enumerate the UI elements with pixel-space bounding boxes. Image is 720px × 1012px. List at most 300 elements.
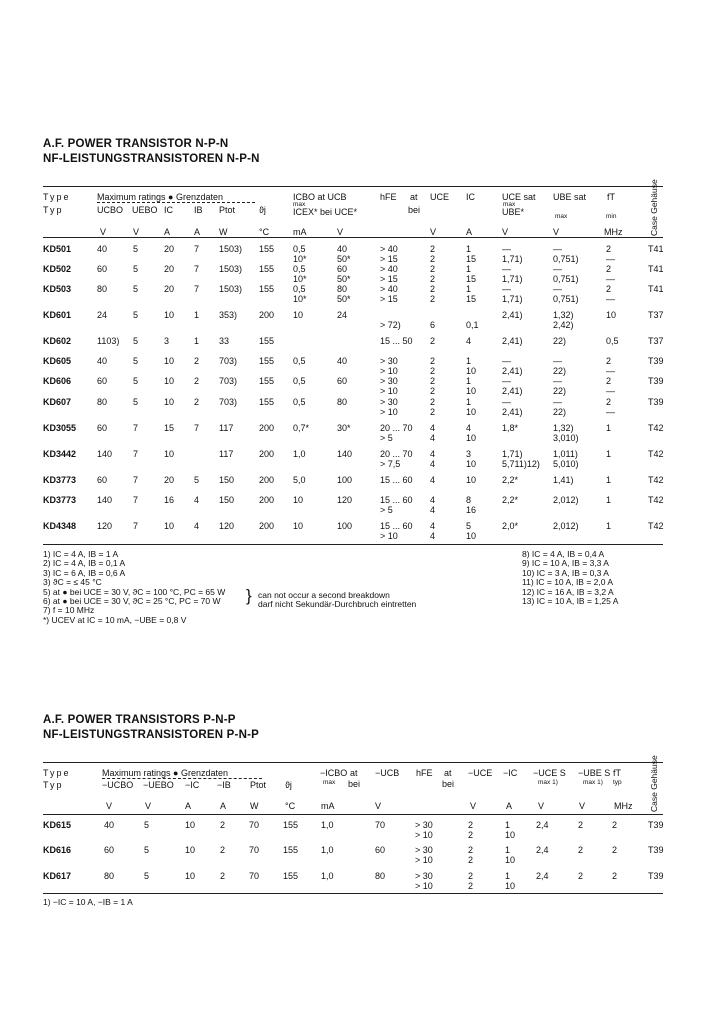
npn-case: T41: [648, 284, 664, 294]
pnp-ucbo: 60: [104, 845, 115, 855]
npn-ucb: 50*: [337, 293, 351, 304]
pnp-ic2: 10: [505, 854, 516, 865]
pnp-ic2: 10: [505, 880, 516, 891]
npn-ptot: 1503): [219, 284, 243, 294]
pnp-uce: 2: [468, 845, 474, 855]
pnp-header-tj: ϑj: [285, 780, 292, 790]
npn-unit: °C: [259, 227, 270, 237]
npn-header-hfe-bei: bei: [408, 205, 421, 215]
npn-ubesat: 3,010): [553, 432, 579, 443]
npn-header-max-ratings: Maximum ratings ● Grenzdaten: [97, 192, 223, 202]
pnp-type: KD617: [43, 871, 72, 881]
npn-unit: MHz: [604, 227, 623, 237]
pnp-unit: V: [145, 801, 152, 811]
npn-hfe: 15 ... 60: [380, 475, 413, 485]
npn-ic: 10: [164, 376, 175, 386]
pnp-header-ic2: −IC: [503, 768, 518, 778]
npn-unit: A: [194, 227, 201, 237]
npn-note: 13) IC = 10 A, IB = 1,25 A: [522, 596, 619, 606]
npn-uebo: 5: [133, 310, 139, 320]
pnp-unit: A: [185, 801, 192, 811]
npn-ft: 0,5: [606, 336, 619, 346]
npn-ptot: 33: [219, 336, 230, 346]
npn-ucesat: —: [502, 356, 511, 366]
npn-unit: V: [553, 227, 560, 237]
npn-ubesat: 2,012): [553, 495, 579, 505]
npn-ic: 20: [164, 244, 175, 254]
npn-tj: 200: [259, 521, 275, 531]
npn-ic2: 15: [466, 293, 477, 304]
npn-ft: 10: [606, 310, 617, 320]
npn-ubesat: 2,42): [553, 319, 574, 330]
npn-header-ic2: IC: [466, 192, 475, 202]
npn-uce: 2: [430, 284, 436, 294]
npn-ucb: 40: [337, 244, 348, 254]
npn-type: KD602: [43, 336, 72, 346]
npn-type: KD3773: [43, 475, 77, 485]
npn-ucbo: 60: [97, 423, 108, 433]
pnp-header-uebo: −UEBO: [143, 780, 174, 790]
npn-ubesat: 1,32): [553, 310, 574, 320]
npn-ic2: 10: [466, 365, 477, 376]
npn-ptot: 1503): [219, 264, 243, 274]
npn-ib: 2: [194, 376, 200, 386]
npn-ic2: 10: [466, 385, 477, 396]
pnp-ubesat: 2: [578, 845, 584, 855]
npn-ic2: 10: [466, 432, 477, 443]
npn-header-ucbo: UCBO: [97, 205, 124, 215]
npn-ucesat: 1,71): [502, 253, 523, 264]
npn-uce: 2: [430, 406, 436, 417]
npn-ucb: 100: [337, 475, 353, 485]
npn-ucesat: 1,71): [502, 273, 523, 284]
npn-ucb: 50*: [337, 273, 351, 284]
npn-type: KD503: [43, 284, 72, 294]
npn-ubesat: 0,751): [553, 273, 579, 284]
npn-header-ucesat-max: max: [503, 201, 516, 208]
npn-header-ib: IB: [194, 205, 203, 215]
npn-ptot: 117: [219, 423, 234, 433]
npn-ptot: 120: [219, 521, 235, 531]
npn-ucesat: —: [502, 376, 511, 386]
npn-hfe: 15 ... 60: [380, 521, 413, 531]
npn-ucbo: 40: [97, 356, 108, 366]
pnp-ucesat: 2,4: [536, 820, 549, 830]
npn-unit: V: [337, 227, 344, 237]
npn-uce: 2: [430, 397, 436, 407]
npn-icbo: 10*: [293, 253, 307, 264]
npn-ft: 2: [606, 376, 612, 386]
npn-header-hfe: hFE: [380, 192, 397, 202]
npn-ptot: 150: [219, 475, 235, 485]
npn-ptot: 117: [219, 449, 234, 459]
npn-header-type-de: Typ: [43, 205, 64, 215]
pnp-uce: 2: [468, 871, 474, 881]
npn-ic: 20: [164, 284, 175, 294]
npn-hfe: 15 ... 50: [380, 336, 413, 346]
npn-ft: 2: [606, 356, 612, 366]
npn-ft: 1: [606, 423, 612, 433]
npn-ft: 2: [606, 244, 612, 254]
npn-hfe: 20 ... 70: [380, 449, 413, 459]
npn-unit: W: [219, 227, 228, 237]
npn-tj: 200: [259, 310, 275, 320]
npn-note: 7) f = 10 MHz: [43, 605, 95, 616]
pnp-ib: 2: [220, 845, 226, 855]
npn-ubesat: 22): [553, 365, 567, 376]
npn-ucesat: 1,71): [502, 449, 523, 459]
npn-header-uebo: UEBO: [132, 205, 158, 215]
pnp-uce: 2: [468, 880, 474, 891]
npn-ucesat: —: [502, 264, 511, 274]
npn-ic2: 15: [466, 253, 477, 264]
pnp-ic: 10: [185, 871, 196, 881]
npn-note: 1) IC = 4 A, IB = 1 A: [43, 549, 119, 559]
npn-ubesat: 22): [553, 406, 567, 417]
pnp-uebo: 5: [144, 871, 150, 881]
npn-tj: 155: [259, 264, 275, 274]
npn-icbo: 0,5: [293, 376, 306, 386]
pnp-ib: 2: [220, 871, 226, 881]
npn-ib: 5: [194, 475, 200, 485]
pnp-hfe: > 30: [415, 871, 433, 881]
npn-note: 8) IC = 4 A, IB = 0,4 A: [522, 549, 605, 559]
npn-ubesat: 0,751): [553, 253, 579, 264]
pnp-hfe: > 30: [415, 845, 433, 855]
npn-type: KD3773: [43, 495, 77, 505]
npn-note: 2) IC = 4 A, IB = 0,1 A: [43, 558, 126, 569]
pnp-header-max-ratings: Maximum ratings ● Grenzdaten: [102, 768, 228, 778]
npn-uce: 4: [430, 432, 436, 443]
npn-header-icbo-line2: ICEX* bei UCE*: [293, 207, 358, 217]
npn-ucb: 40: [337, 356, 348, 366]
npn-ucesat: 5,711)12): [502, 458, 540, 469]
npn-ubesat: 2,012): [553, 521, 579, 531]
npn-icbo: 0,5: [293, 244, 306, 254]
npn-uebo: 7: [133, 495, 139, 505]
npn-uce: 2: [430, 244, 436, 254]
pnp-ft: 2: [612, 845, 618, 855]
npn-uce: 2: [430, 376, 436, 386]
pnp-ucesat: 2,4: [536, 871, 549, 881]
npn-type: KD3055: [43, 423, 77, 433]
npn-case: T37: [648, 336, 664, 346]
pnp-hfe: > 10: [415, 880, 433, 891]
npn-top-rule: [43, 186, 663, 187]
npn-ucb: 140: [337, 449, 353, 459]
npn-ucb: 30*: [337, 423, 351, 433]
npn-note: 6) at ● bei UCE = 30 V, ϑC = 25 °C, PC = 70 W: [43, 596, 221, 606]
pnp-ft: 2: [612, 871, 618, 881]
npn-ft: 2: [606, 264, 612, 274]
pnp-header-ucesat-max: max 1): [538, 779, 558, 786]
pnp-unit: A: [506, 801, 513, 811]
npn-tj: 155: [259, 397, 275, 407]
npn-header-tj: ϑj: [259, 205, 266, 215]
npn-uce: 6: [430, 319, 436, 330]
npn-ucesat: 2,41): [502, 310, 523, 320]
npn-ic2: 1: [466, 284, 472, 294]
npn-unit: mA: [293, 227, 307, 237]
npn-uce: 4: [430, 530, 436, 541]
npn-ucb: 60: [337, 264, 348, 274]
npn-ft: 2: [606, 284, 612, 294]
npn-icbo: 0,7*: [293, 423, 310, 433]
npn-case: T39: [648, 397, 664, 407]
pnp-ucb: 80: [375, 871, 386, 881]
npn-hfe: > 40: [380, 284, 398, 294]
pnp-unit: mA: [321, 801, 335, 811]
npn-ic2: 1: [466, 397, 472, 407]
npn-uce: 2: [430, 365, 436, 376]
pnp-title-de: NF-LEISTUNGSTRANSISTOREN P-N-P: [43, 729, 259, 741]
npn-case: T41: [648, 244, 664, 254]
npn-ic2: 4: [466, 423, 472, 433]
npn-tj: 200: [259, 423, 275, 433]
npn-note: 12) IC = 16 A, IB = 3,2 A: [522, 586, 614, 597]
npn-ucesat: 1,71): [502, 293, 523, 304]
pnp-ic2: 1: [505, 820, 511, 830]
npn-type: KD3442: [43, 449, 77, 459]
npn-header-ft: fT: [607, 192, 615, 202]
pnp-header-ucbo: −UCBO: [102, 780, 134, 790]
pnp-header-ib: −IB: [217, 780, 231, 790]
npn-ucesat: 2,41): [502, 365, 523, 376]
pnp-tj: 155: [283, 820, 299, 830]
npn-header-icbo-max: max: [293, 201, 306, 208]
pnp-ucbo: 40: [104, 820, 115, 830]
pnp-tj: 155: [283, 871, 299, 881]
pnp-ubesat: 2: [578, 871, 584, 881]
pnp-ic2: 1: [505, 845, 511, 855]
npn-uce: 2: [430, 264, 436, 274]
npn-hfe: > 5: [380, 432, 393, 443]
pnp-ib: 2: [220, 820, 226, 830]
npn-uebo: 7: [133, 475, 139, 485]
npn-header-ucesat2: UBE*: [502, 207, 525, 217]
pnp-header-hfe: hFE: [416, 768, 433, 778]
npn-tj: 155: [259, 244, 275, 254]
npn-case: T39: [648, 376, 664, 386]
npn-tj: 155: [259, 376, 275, 386]
npn-icbo: 0,5: [293, 397, 306, 407]
npn-units-rule: [43, 237, 663, 238]
npn-header-uce: UCE: [430, 192, 450, 202]
pnp-header-icbo: −ICBO: [320, 768, 348, 778]
npn-ic2: 0,1: [466, 319, 479, 330]
npn-case: T42: [648, 521, 664, 531]
npn-ic: 10: [164, 397, 175, 407]
npn-ubesat: 22): [553, 336, 567, 346]
pnp-ubesat: 2: [578, 820, 584, 830]
npn-icbo: 1,0: [293, 449, 306, 459]
npn-ib: 7: [194, 284, 200, 294]
pnp-top-rule: [43, 762, 663, 763]
npn-ucbo: 60: [97, 264, 108, 274]
npn-note: 3) ϑC = ≤ 45 °C: [43, 577, 102, 588]
npn-ucb: 24: [337, 310, 348, 320]
npn-hfe: > 10: [380, 530, 398, 541]
npn-uce: 2: [430, 385, 436, 396]
npn-icbo: 10: [293, 495, 304, 505]
npn-ptot: 150: [219, 495, 235, 505]
npn-type: KD4348: [43, 521, 77, 531]
npn-brace-en: can not occur a second breakdown: [258, 590, 390, 600]
pnp-ft: 2: [612, 820, 618, 830]
npn-type: KD502: [43, 264, 72, 274]
pnp-uce: 2: [468, 854, 474, 865]
npn-ucb: 100: [337, 521, 353, 531]
npn-uce: 2: [430, 293, 436, 304]
npn-ucb: 120: [337, 495, 353, 505]
npn-ft: —: [606, 273, 615, 284]
npn-uebo: 7: [133, 423, 139, 433]
pnp-icbo: 1,0: [321, 820, 334, 830]
npn-case: T42: [648, 423, 664, 433]
npn-hfe: > 15: [380, 253, 398, 264]
npn-hfe: > 10: [380, 406, 398, 417]
pnp-uebo: 5: [144, 845, 150, 855]
npn-type: KD607: [43, 397, 72, 407]
npn-hfe: > 7,5: [380, 458, 401, 469]
npn-header-ucesat: UCE sat: [502, 192, 536, 202]
npn-hfe: > 72): [380, 319, 401, 330]
npn-hfe: > 15: [380, 273, 398, 284]
npn-icbo: 10: [293, 521, 304, 531]
npn-ft: —: [606, 293, 615, 304]
pnp-type: KD615: [43, 820, 72, 830]
npn-ubesat: 22): [553, 385, 567, 396]
npn-header-icbo-at: ICBO at UCB: [293, 192, 347, 202]
npn-ic: 15: [164, 423, 175, 433]
npn-ic: 16: [164, 495, 175, 505]
pnp-header-ft-typ: typ: [613, 779, 622, 786]
npn-ib: 1: [194, 310, 200, 320]
npn-ptot: 1503): [219, 244, 243, 254]
npn-ubesat: 1,32): [553, 423, 574, 433]
npn-uce: 2: [430, 356, 436, 366]
npn-ft: —: [606, 406, 615, 417]
pnp-header-type-en: Type: [43, 768, 71, 778]
npn-uebo: 7: [133, 449, 139, 459]
npn-uce: 4: [430, 458, 436, 469]
npn-note: *) UCEV at IC = 10 mA, −UBE = 0,8 V: [43, 614, 187, 625]
npn-ic2: 1: [466, 356, 472, 366]
pnp-ic: 10: [185, 820, 196, 830]
npn-case: T41: [648, 264, 664, 274]
npn-ucbo: 80: [97, 397, 108, 407]
pnp-ptot: 70: [249, 820, 260, 830]
npn-uce: 4: [430, 449, 436, 459]
npn-tj: 200: [259, 495, 275, 505]
pnp-uebo: 5: [144, 820, 150, 830]
npn-ic: 10: [164, 310, 175, 320]
npn-ic: 10: [164, 521, 175, 531]
npn-uebo: 5: [133, 356, 139, 366]
npn-unit: A: [164, 227, 171, 237]
npn-ucb: 50*: [337, 253, 351, 264]
npn-hfe: 15 ... 60: [380, 495, 413, 505]
pnp-max-ratings-rule: [102, 778, 262, 779]
pnp-case: T39: [648, 845, 664, 855]
npn-tj: 155: [259, 336, 275, 346]
npn-ic: 10: [164, 449, 175, 459]
npn-icbo: 0,5: [293, 264, 306, 274]
npn-unit: V: [502, 227, 509, 237]
npn-uebo: 5: [133, 397, 139, 407]
npn-hfe: 20 ... 70: [380, 423, 413, 433]
npn-ucb: 80: [337, 284, 348, 294]
npn-hfe: > 30: [380, 356, 398, 366]
npn-brace-de: darf nicht Sekundär-Durchbruch eintretten: [258, 599, 417, 609]
npn-type: KD601: [43, 310, 72, 320]
npn-ic2: 4: [466, 336, 472, 346]
pnp-unit: °C: [285, 801, 296, 811]
npn-hfe: > 10: [380, 385, 398, 396]
npn-tj: 155: [259, 356, 275, 366]
pnp-header-ptot: Ptot: [250, 780, 267, 790]
npn-hfe: > 30: [380, 397, 398, 407]
npn-ucesat: 2,41): [502, 336, 523, 346]
npn-title-en: A.F. POWER TRANSISTOR N-P-N: [43, 138, 229, 150]
npn-ic2: 10: [466, 406, 477, 417]
npn-ucesat: —: [502, 284, 511, 294]
npn-ucbo: 1103): [97, 336, 120, 346]
pnp-header-hfe-at: at: [444, 768, 452, 778]
npn-ib: 7: [194, 264, 200, 274]
pnp-ucb: 60: [375, 845, 386, 855]
npn-ic2: 10: [466, 458, 477, 469]
npn-ucbo: 60: [97, 376, 108, 386]
npn-icbo: 5,0: [293, 475, 306, 485]
npn-header-type-en: Type: [43, 192, 71, 202]
npn-uebo: 5: [133, 264, 139, 274]
pnp-unit: V: [106, 801, 113, 811]
pnp-header-ic: −IC: [185, 780, 200, 790]
npn-ubesat: —: [553, 397, 562, 407]
npn-uce: 4: [430, 495, 436, 505]
npn-ucesat: 2,41): [502, 406, 523, 417]
pnp-header-ft: fT: [613, 768, 621, 778]
npn-ft: —: [606, 385, 615, 396]
npn-ft: 1: [606, 495, 612, 505]
npn-ucbo: 140: [97, 449, 113, 459]
pnp-ic2: 10: [505, 829, 516, 840]
pnp-uce: 2: [468, 820, 474, 830]
pnp-title-en: A.F. POWER TRANSISTORS P-N-P: [43, 714, 236, 726]
npn-bottom-rule: [43, 544, 663, 545]
pnp-unit: MHz: [614, 801, 633, 811]
npn-case: T42: [648, 475, 664, 485]
pnp-unit: V: [375, 801, 382, 811]
npn-ib: 7: [194, 244, 200, 254]
pnp-unit: V: [538, 801, 545, 811]
npn-header-ubesat: UBE sat: [553, 192, 587, 202]
pnp-ic: 10: [185, 845, 196, 855]
npn-ucesat: 2,41): [502, 385, 523, 396]
npn-note: 9) IC = 10 A, IB = 3,3 A: [522, 558, 609, 569]
npn-ucb: 80: [337, 397, 348, 407]
npn-type: KD606: [43, 376, 72, 386]
npn-ubesat: 1,41): [553, 475, 574, 485]
npn-ptot: 703): [219, 356, 238, 366]
npn-max-ratings-rule: [97, 202, 255, 203]
npn-ib: 4: [194, 521, 200, 531]
npn-ubesat: —: [553, 264, 562, 274]
npn-type: KD501: [43, 244, 72, 254]
npn-uce: 4: [430, 504, 436, 515]
pnp-header-uce: −UCE: [468, 768, 493, 778]
